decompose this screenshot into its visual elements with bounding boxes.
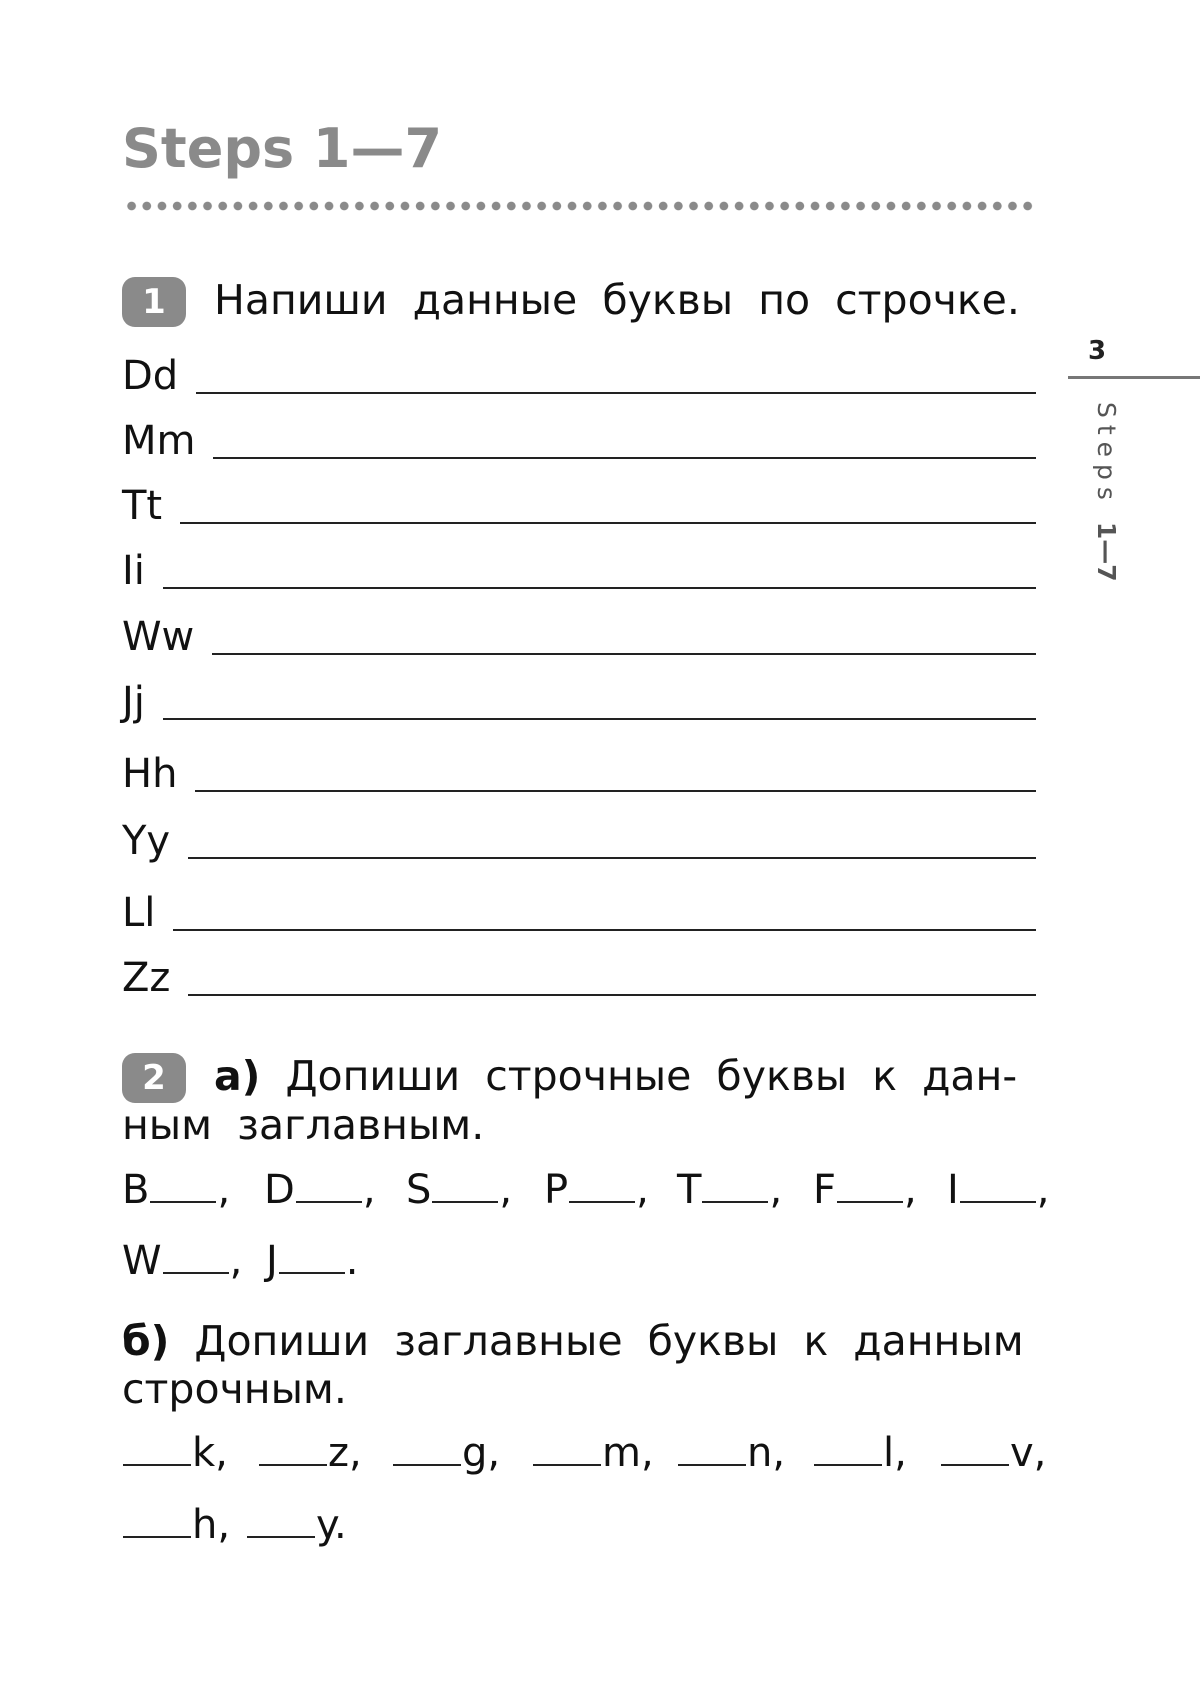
answer-blank — [279, 1272, 345, 1274]
given-letter: F — [813, 1167, 837, 1213]
given-letter: y — [316, 1502, 334, 1548]
writing-line — [188, 857, 1036, 859]
separator: , — [499, 1167, 513, 1213]
separator: , — [217, 1502, 231, 1548]
separator: , — [487, 1430, 501, 1476]
answer-blank — [814, 1464, 882, 1466]
row-letters: Ww — [122, 614, 195, 660]
writing-line — [213, 457, 1036, 459]
letter-row — [122, 801, 1036, 864]
fill-item — [406, 1167, 513, 1213]
writing-line — [173, 929, 1036, 931]
given-letter: k — [192, 1430, 216, 1476]
side-section-label — [1092, 402, 1121, 582]
answer-blank — [259, 1464, 327, 1466]
separator: , — [362, 1167, 376, 1213]
answer-blank — [163, 1272, 229, 1274]
separator: , — [1036, 1167, 1050, 1213]
separator: , — [229, 1238, 243, 1284]
fill-item — [940, 1430, 1047, 1476]
separator: , — [769, 1167, 783, 1213]
task-1-instruction: Напиши данные буквы по строчке. — [214, 276, 1020, 324]
fill-item — [246, 1502, 347, 1548]
task-2a-instruction-line2: ным заглавным. — [122, 1101, 485, 1149]
writing-line — [188, 994, 1036, 996]
given-letter: W — [122, 1238, 162, 1284]
answer-blank — [432, 1201, 498, 1203]
writing-line — [196, 392, 1036, 394]
fill-item — [122, 1430, 228, 1476]
answer-blank — [960, 1201, 1036, 1203]
task-2-badge: 2 — [122, 1053, 186, 1103]
answer-blank — [123, 1464, 191, 1466]
task-2b-instruction-line1 — [122, 1318, 1024, 1365]
separator: . — [333, 1502, 347, 1548]
separator: , — [904, 1167, 917, 1213]
writing-line — [163, 718, 1036, 720]
writing-line — [195, 790, 1036, 792]
row-letters: Hh — [122, 751, 178, 797]
fill-item — [532, 1430, 654, 1476]
separator: , — [215, 1430, 228, 1476]
task-2a-instruction-line1 — [214, 1053, 1017, 1100]
given-letter: I — [947, 1167, 959, 1213]
given-letter: z — [328, 1430, 349, 1476]
given-letter: n — [747, 1430, 773, 1476]
answer-blank — [247, 1536, 315, 1538]
fill-item — [122, 1167, 231, 1213]
row-letters: Yy — [122, 818, 171, 864]
fill-item — [392, 1430, 501, 1476]
answer-blank — [569, 1201, 635, 1203]
fill-item — [258, 1430, 362, 1476]
writing-line — [163, 587, 1036, 589]
fill-item — [677, 1430, 786, 1476]
task-2a-instruction-text: Допиши строчные буквы к дан- — [285, 1052, 1018, 1100]
letter-row — [122, 662, 1036, 725]
letter-row — [122, 597, 1036, 660]
side-label-range: 1—7 — [1092, 521, 1121, 582]
answer-blank — [941, 1464, 1009, 1466]
answer-blank — [533, 1464, 601, 1466]
writing-line — [180, 522, 1036, 524]
separator: , — [640, 1430, 654, 1476]
given-letter: T — [677, 1167, 702, 1213]
separator: . — [345, 1238, 359, 1284]
given-letter: v — [1010, 1430, 1034, 1476]
task-2b-instruction-text: Допиши заглавные буквы к данным — [194, 1317, 1024, 1365]
letter-row — [122, 531, 1036, 594]
task-2a-label: а) — [214, 1052, 261, 1100]
page-number: 3 — [1088, 336, 1107, 366]
fill-item — [947, 1167, 1050, 1213]
given-letter: S — [406, 1167, 432, 1213]
row-letters: Jj — [122, 679, 145, 725]
separator: , — [636, 1167, 649, 1213]
row-letters: Ll — [122, 890, 156, 936]
separator: , — [217, 1167, 231, 1213]
fill-item — [266, 1238, 359, 1284]
answer-blank — [123, 1536, 191, 1538]
row-letters: Ii — [122, 548, 145, 594]
separator: , — [1033, 1430, 1047, 1476]
task-2b-instruction-line2: строчным. — [122, 1365, 347, 1413]
answer-blank — [678, 1464, 746, 1466]
separator: , — [349, 1430, 362, 1476]
letter-row — [122, 938, 1036, 1001]
row-letters: Dd — [122, 353, 179, 399]
row-letters: Mm — [122, 418, 196, 464]
given-letter: B — [122, 1167, 150, 1213]
given-letter: P — [544, 1167, 569, 1213]
fill-item — [264, 1167, 376, 1213]
letter-row — [122, 466, 1036, 529]
given-letter: h — [192, 1502, 218, 1548]
answer-blank — [150, 1201, 216, 1203]
fill-item — [813, 1430, 907, 1476]
separator: , — [772, 1430, 786, 1476]
task-2b-label: б) — [122, 1317, 170, 1365]
letter-row — [122, 401, 1036, 464]
side-divider — [1068, 376, 1200, 379]
answer-blank — [393, 1464, 461, 1466]
letter-row — [122, 734, 1036, 797]
letter-row — [122, 336, 1036, 399]
given-letter: D — [264, 1167, 295, 1213]
answer-blank — [296, 1201, 362, 1203]
fill-item — [813, 1167, 917, 1213]
separator: , — [894, 1430, 907, 1476]
fill-item — [677, 1167, 783, 1213]
answer-blank — [837, 1201, 903, 1203]
row-letters: Tt — [122, 483, 163, 529]
dotted-divider — [124, 200, 1036, 212]
side-label-text: Steps — [1092, 402, 1121, 507]
given-letter: J — [266, 1238, 278, 1284]
given-letter: l — [883, 1430, 895, 1476]
fill-item — [122, 1502, 231, 1548]
page-title: Steps 1—7 — [122, 117, 443, 180]
fill-item — [122, 1238, 243, 1284]
letter-row — [122, 873, 1036, 936]
fill-item — [544, 1167, 649, 1213]
given-letter: m — [602, 1430, 641, 1476]
task-1-badge: 1 — [122, 277, 186, 327]
writing-line — [212, 653, 1036, 655]
answer-blank — [702, 1201, 768, 1203]
row-letters: Zz — [122, 955, 171, 1001]
given-letter: g — [462, 1430, 488, 1476]
